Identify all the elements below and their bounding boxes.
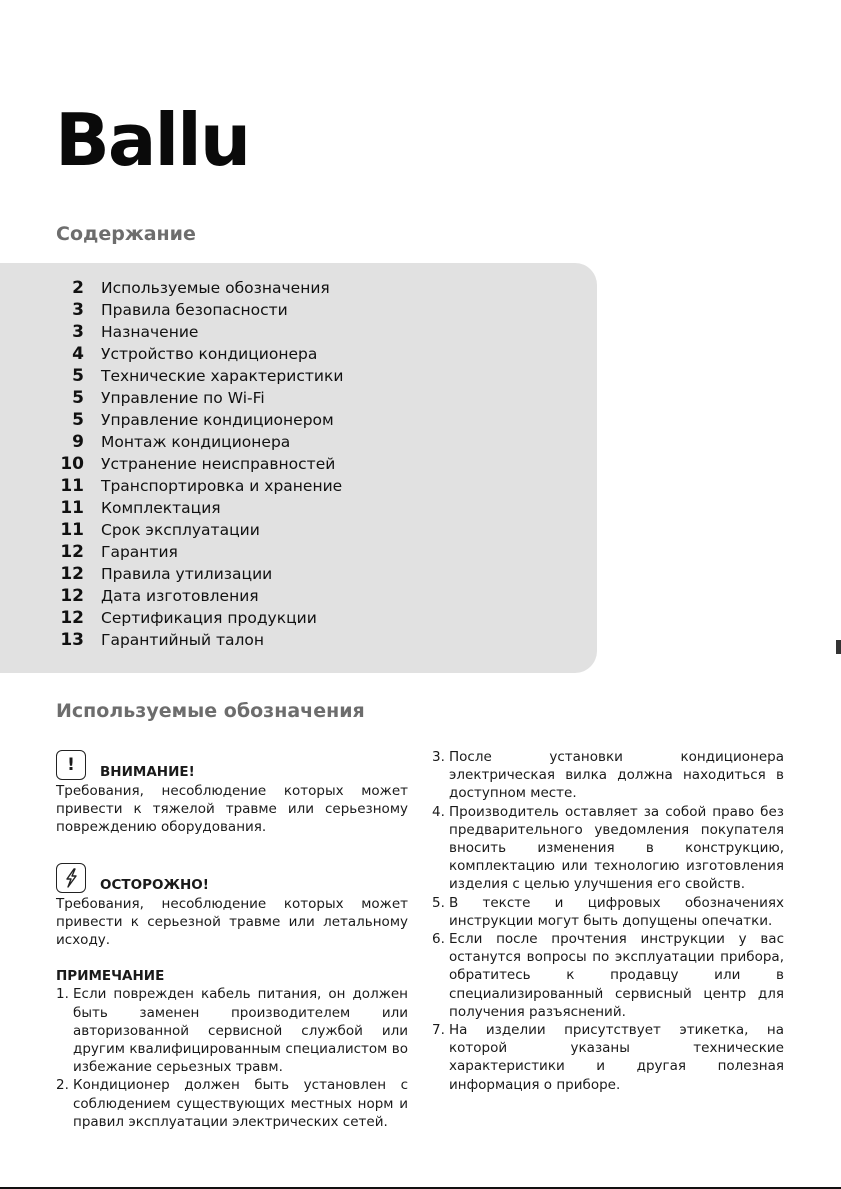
note-item	[56, 1076, 408, 1131]
note-text: В тексте и цифровых обозначениях инструкции могут быть допущены опечатки.	[449, 894, 784, 929]
note-item	[432, 803, 784, 894]
toc-item-label: Сертификация продукции	[101, 609, 317, 627]
toc-item[interactable]	[56, 519, 343, 541]
section-title: Используемые обозначения	[56, 700, 365, 722]
toc-item-label: Управление по Wi-Fi	[101, 389, 265, 407]
toc-page-number: 9	[72, 432, 84, 452]
toc-item-label: Управление кондиционером	[101, 411, 334, 429]
note-number: 6.	[432, 931, 445, 948]
note-number: 2.	[56, 1077, 69, 1094]
note-item	[432, 1021, 784, 1094]
note-title: ПРИМЕЧАНИЕ	[56, 968, 165, 985]
toc-title: Содержание	[56, 223, 196, 245]
toc-item-label: Монтаж кондиционера	[101, 433, 291, 451]
toc-item[interactable]	[56, 365, 343, 387]
toc-item[interactable]	[56, 431, 343, 453]
toc-item[interactable]	[56, 585, 343, 607]
exclamation-icon: !	[56, 750, 86, 780]
toc-item[interactable]	[56, 541, 343, 563]
attention-text: Требования, несоблюдение которых может привести к тяжелой травме или серьезному повреждению оборудования.	[56, 783, 408, 836]
toc-item-label: Правила безопасности	[101, 301, 288, 319]
toc-item[interactable]	[56, 299, 343, 321]
note-number: 1.	[56, 986, 69, 1003]
attention-label: ВНИМАНИЕ!	[100, 764, 195, 780]
toc-page-number: 5	[72, 388, 84, 408]
note-item	[432, 894, 784, 930]
toc-page-number: 2	[72, 278, 84, 298]
toc-item-label: Срок эксплуатации	[101, 521, 260, 539]
toc-item[interactable]	[56, 497, 343, 519]
note-number: 7.	[432, 1022, 445, 1039]
toc-item-label: Комплектация	[101, 499, 221, 517]
toc-page-number: 4	[72, 344, 84, 364]
note-number: 5.	[432, 894, 445, 911]
toc-item[interactable]	[56, 453, 343, 475]
toc-page-number: 3	[72, 322, 84, 342]
note-text: Кондиционер должен быть установлен с соблюдением существующих местных норм и правил эксплуатации электрических сетей.	[73, 1077, 408, 1130]
toc-page-number: 12	[60, 608, 84, 628]
toc-item[interactable]	[56, 607, 343, 629]
caution-label: ОСТОРОЖНО!	[100, 876, 209, 893]
toc-item-label: Гарантия	[101, 543, 178, 561]
toc-item[interactable]	[56, 343, 343, 365]
toc-page-number: 10	[60, 454, 84, 474]
note-item	[432, 930, 784, 1021]
toc-page-number: 12	[60, 542, 84, 562]
caution-header	[56, 861, 408, 893]
caution-text: Требования, несоблюдение которых может привести к серьезной травме или летальному исходу.	[56, 895, 408, 949]
toc-item-label: Технические характеристики	[101, 367, 344, 385]
toc-page-number: 13	[60, 630, 84, 650]
toc-item-label: Правила утилизации	[101, 565, 273, 583]
attention-header	[56, 748, 408, 780]
toc-item[interactable]	[56, 563, 343, 585]
toc-item[interactable]	[56, 387, 343, 409]
toc-item-label: Транспортировка и хранение	[101, 477, 343, 495]
note-text: На изделии присутствует этикетка, на которой указаны технические характеристики и другая полезная информация о приборе.	[449, 1022, 784, 1093]
page-edge-marker	[836, 640, 841, 654]
toc-item-label: Гарантийный талон	[101, 631, 265, 649]
note-number: 3.	[432, 749, 445, 765]
toc-item-label: Устройство кондиционера	[101, 345, 318, 363]
toc-page-number: 12	[60, 564, 84, 584]
toc-page-number: 11	[60, 520, 84, 540]
toc-list	[56, 277, 343, 651]
toc-page-number: 3	[72, 300, 84, 320]
note-list-right	[432, 748, 784, 1094]
ballu-logo: Ballu	[55, 98, 250, 182]
toc-item-label: Устранение неисправностей	[101, 455, 336, 473]
toc-page-number: 5	[72, 410, 84, 430]
toc-item[interactable]	[56, 409, 343, 431]
lightning-icon	[56, 863, 86, 893]
note-item	[56, 985, 408, 1076]
note-list-left	[56, 985, 408, 1131]
toc-item-label: Назначение	[101, 323, 199, 341]
toc-item-label: Используемые обозначения	[101, 279, 330, 297]
note-text: Если после прочтения инструкции у вас останутся вопросы по эксплуатации прибора, обратитесь к продавцу или в специализированный сервисный центр для получения разъяснений.	[449, 931, 784, 1020]
toc-page-number: 11	[60, 476, 84, 496]
toc-item[interactable]	[56, 475, 343, 497]
toc-page-number: 11	[60, 498, 84, 518]
note-number: 4.	[432, 803, 445, 820]
note-item	[432, 748, 784, 803]
toc-item[interactable]	[56, 629, 343, 651]
note-text: Производитель оставляет за собой право без предварительного уведомления покупателя вносить изменения в конструкцию, комплектацию или технологию изготовления изделия с целью улучшения его свойств.	[449, 803, 784, 893]
toc-page-number: 12	[60, 586, 84, 606]
left-column	[56, 748, 408, 1131]
toc-item[interactable]	[56, 277, 343, 299]
note-text: После установки кондиционера электрическая вилка должна находиться в доступном месте.	[449, 749, 784, 802]
toc-item[interactable]	[56, 321, 343, 343]
toc-item-label: Дата изготовления	[101, 587, 259, 605]
right-column	[432, 748, 784, 1094]
note-text: Если поврежден кабель питания, он должен быть заменен производителем или авторизованной сервисной службой или другим квалифицированным специалистом во избежание серьезных травм.	[73, 986, 408, 1076]
toc-page-number: 5	[72, 366, 84, 386]
